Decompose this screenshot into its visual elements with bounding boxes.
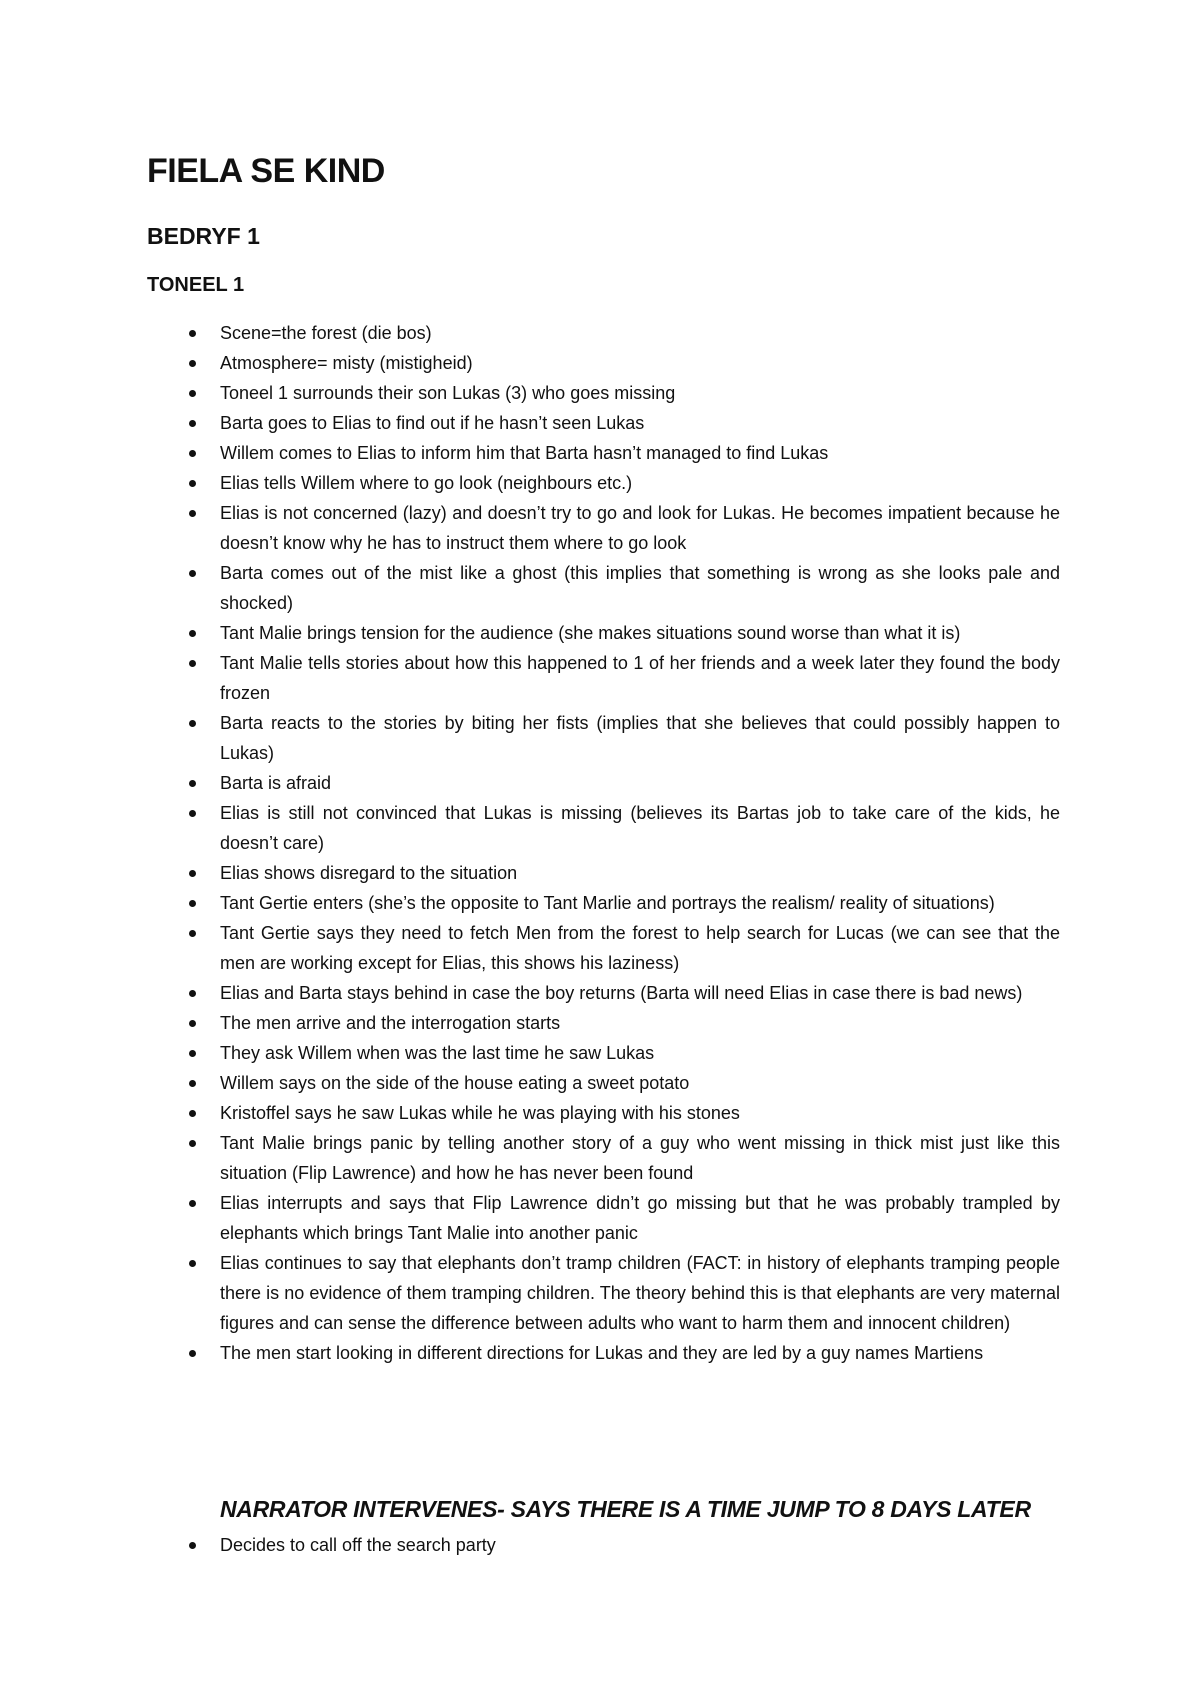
bullet-icon [189, 1200, 196, 1207]
list-item [0, 408, 1200, 438]
list-item-text: Kristoffel says he saw Lukas while he was playing with his stones [220, 1103, 740, 1123]
list-item-text: Toneel 1 surrounds their son Lukas (3) who goes missing [220, 383, 676, 403]
list-item-text: Scene=the forest (die bos) [220, 323, 432, 343]
list-item-text: The men arrive and the interrogation starts [220, 1013, 561, 1033]
list-item [0, 1530, 1200, 1560]
list-item [0, 1188, 1200, 1248]
list-item-text: Tant Gertie enters (she’s the opposite to Tant Marlie and portrays the realism/ reality of situations) [220, 893, 995, 913]
list-item [0, 438, 1200, 468]
bullet-icon [189, 570, 196, 577]
list-item [0, 1038, 1200, 1068]
list-item [0, 1098, 1200, 1128]
list-item [0, 1068, 1200, 1098]
list-item-text: Elias shows disregard to the situation [220, 863, 518, 883]
bullet-icon [189, 780, 196, 787]
bullet-icon [189, 390, 196, 397]
list-item [0, 708, 1200, 768]
bullet-icon [189, 990, 196, 997]
list-item [0, 798, 1200, 858]
list-item-text: Barta is afraid [220, 773, 332, 793]
list-item [0, 498, 1200, 558]
list-item-text: Elias and Barta stays behind in case the boy returns (Barta will need Elias in case there is bad news) [220, 983, 1023, 1003]
list-item [0, 978, 1200, 1008]
bullet-icon [189, 450, 196, 457]
list-item-text: Tant Malie tells stories about how this happened to 1 of her friends and a week later they found the body frozen [220, 653, 1060, 703]
bullet-icon [189, 360, 196, 367]
list-item [0, 468, 1200, 498]
bullet-icon [189, 900, 196, 907]
bullet-icon [189, 1542, 196, 1549]
bullet-icon [189, 660, 196, 667]
list-item-text: Barta goes to Elias to find out if he hasn’t seen Lukas [220, 413, 645, 433]
list-item-text: Decides to call off the search party [220, 1535, 496, 1555]
bullet-icon [189, 1080, 196, 1087]
list-item-text: Elias is not concerned (lazy) and doesn’t try to go and look for Lukas. He becomes impatient because he doesn’t know why he has to instruct them where to go look [220, 503, 1060, 553]
bullet-icon [189, 1110, 196, 1117]
bullet-icon [189, 510, 196, 517]
list-item-text: Elias interrupts and says that Flip Lawrence didn’t go missing but that he was probably trampled by elephants which brings Tant Malie into another panic [220, 1193, 1060, 1243]
bullet-icon [189, 630, 196, 637]
list-item [0, 918, 1200, 978]
list-item [0, 888, 1200, 918]
bullet-icon [189, 1140, 196, 1147]
scene-heading: TONEEL 1 [147, 274, 245, 296]
list-item-text: Atmosphere= misty (mistigheid) [220, 353, 473, 373]
bullet-icon [189, 1350, 196, 1357]
list-item-text: Tant Malie brings panic by telling another story of a guy who went missing in thick mist just like this situation (Flip Lawrence) and how he has never been found [220, 1133, 1060, 1183]
list-item [0, 1128, 1200, 1188]
list-item [0, 318, 1200, 348]
list-item [0, 618, 1200, 648]
bullet-icon [189, 930, 196, 937]
document-title: FIELA SE KIND [147, 152, 385, 190]
list-item-text: Elias is still not convinced that Lukas is missing (believes its Bartas job to take care of the kids, he doesn’t care) [220, 803, 1060, 853]
bullet-icon [189, 330, 196, 337]
bullet-icon [189, 1260, 196, 1267]
list-item-text: They ask Willem when was the last time he saw Lukas [220, 1043, 655, 1063]
list-item-text: Barta comes out of the mist like a ghost (this implies that something is wrong as she looks pale and shocked) [220, 563, 1060, 613]
bullet-icon [189, 480, 196, 487]
bullet-icon [189, 1050, 196, 1057]
bullet-icon [189, 810, 196, 817]
after-narrator-list [0, 1530, 1200, 1560]
list-item [0, 1338, 1200, 1368]
list-item-text: Tant Malie brings tension for the audience (she makes situations sound worse than what it is) [220, 623, 961, 643]
list-item-text: Barta reacts to the stories by biting her fists (implies that she believes that could possibly happen to Lukas) [220, 713, 1060, 763]
list-item-text: Willem comes to Elias to inform him that Barta hasn’t managed to find Lukas [220, 443, 829, 463]
list-item-text: Tant Gertie says they need to fetch Men from the forest to help search for Lucas (we can see that the men are working except for Elias, this shows his laziness) [220, 923, 1060, 973]
act-heading: BEDRYF 1 [147, 223, 260, 249]
list-item-text: Willem says on the side of the house eating a sweet potato [220, 1073, 690, 1093]
list-item-text: The men start looking in different directions for Lukas and they are led by a guy names Martiens [220, 1343, 984, 1363]
narrator-heading: NARRATOR INTERVENES- SAYS THERE IS A TIME JUMP TO 8 DAYS LATER [220, 1496, 1031, 1522]
bullet-icon [189, 870, 196, 877]
list-item [0, 648, 1200, 708]
list-item [0, 1008, 1200, 1038]
list-item [0, 858, 1200, 888]
list-item [0, 1248, 1200, 1338]
list-item-text: Elias tells Willem where to go look (neighbours etc.) [220, 473, 633, 493]
list-item [0, 348, 1200, 378]
list-item [0, 558, 1200, 618]
list-item [0, 768, 1200, 798]
list-item-text: Elias continues to say that elephants don’t tramp children (FACT: in history of elephants tramping people there is no evidence of them tramping children. The theory behind this is that elephants are very maternal figures and can sense the difference between adults who want to harm them and innocent children) [220, 1253, 1060, 1333]
bullet-icon [189, 720, 196, 727]
scene-notes-list [0, 318, 1200, 1368]
list-item [0, 378, 1200, 408]
bullet-icon [189, 1020, 196, 1027]
bullet-icon [189, 420, 196, 427]
